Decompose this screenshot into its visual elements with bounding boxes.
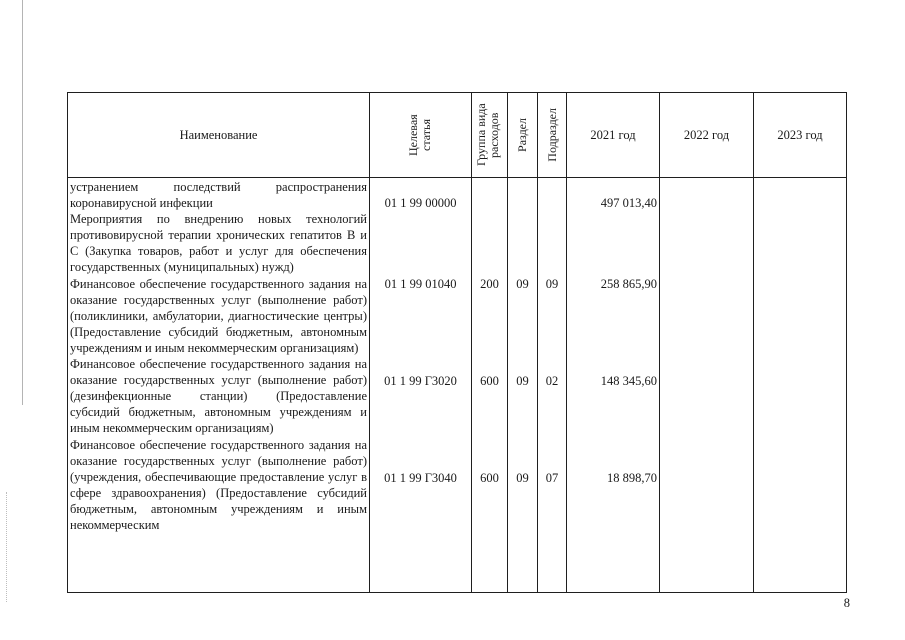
row-amount-2021: 148 345,60 <box>600 374 657 388</box>
table-body-row <box>68 178 847 593</box>
row-group: 200 <box>480 277 499 291</box>
header-expense-group: Группа вида расходов <box>472 93 508 178</box>
expense-group-column <box>472 178 508 593</box>
scan-edge-line <box>22 0 23 405</box>
target-article-column <box>370 178 472 593</box>
name-column <box>68 178 370 593</box>
header-target-article: Целевая статья <box>370 93 472 178</box>
row-section: 09 <box>516 277 529 291</box>
header-year-2022: 2022 год <box>660 93 754 178</box>
row-subsection: 02 <box>545 374 559 388</box>
row-section: 09 <box>516 374 529 388</box>
row-code: 01 1 99 Г3040 <box>384 471 457 485</box>
row-name: Финансовое обеспечение государственного задания на оказание государственных услуг (выполнение работ) (дезинфекционные станции) (Предоставление субсидий бюджетным, автономным учреждениям и иным некоммерческим организациям) <box>70 357 367 436</box>
row-name: Финансовое обеспечение государственного задания на оказание государственных услуг (выполнение работ) (поликлиники, амбулатории, диагностические центры) (Предоставление субсидий бюджетным, автономным учреждениям и иным некоммерческим организациям) <box>70 276 367 355</box>
table-header-row <box>68 93 847 178</box>
subsection-column <box>538 178 567 593</box>
row-amount-2021: 258 865,90 <box>600 277 657 291</box>
row-section: 09 <box>516 471 529 485</box>
header-year-2023: 2023 год <box>754 93 847 178</box>
budget-table <box>67 92 847 593</box>
row-group: 600 <box>480 374 499 388</box>
row-name: Финансовое обеспечение государственного задания на оказание государственных услуг (выполнение работ) (учреждения, обеспечивающие предоставление услуг в сфере здравоохранения) (Предоставление субсидий бюджетным, автономным учреждениям и иным некоммерческим <box>70 437 367 532</box>
row-code: 01 1 99 01040 <box>384 277 457 291</box>
row-name: Мероприятия по внедрению новых технологий противовирусной терапии хронических гепатитов В и С (Закупка товаров, работ и услуг для обеспечения государственных (муниципальных) нужд) <box>70 212 367 275</box>
row-subsection: 09 <box>545 277 559 291</box>
section-column <box>508 178 538 593</box>
row-amount-2021: 18 898,70 <box>607 471 657 485</box>
row-group: 600 <box>480 471 499 485</box>
header-subsection: Подраздел <box>538 93 567 178</box>
row-subsection: 07 <box>545 471 559 485</box>
header-section: Раздел <box>508 93 538 178</box>
year-2023-column <box>754 178 847 593</box>
header-name: Наименование <box>68 93 370 178</box>
row-code: 01 1 99 00000 <box>384 196 457 210</box>
year-2022-column <box>660 178 754 593</box>
scan-edge-dots <box>6 492 8 602</box>
header-year-2021: 2021 год <box>567 93 660 178</box>
year-2021-column <box>567 178 660 593</box>
row-amount-2021: 497 013,40 <box>600 196 657 210</box>
row-code: 01 1 99 Г3020 <box>384 374 457 388</box>
page-number: 8 <box>843 596 850 610</box>
row-name: устранением последствий распространения коронавирусной инфекции <box>70 180 367 211</box>
